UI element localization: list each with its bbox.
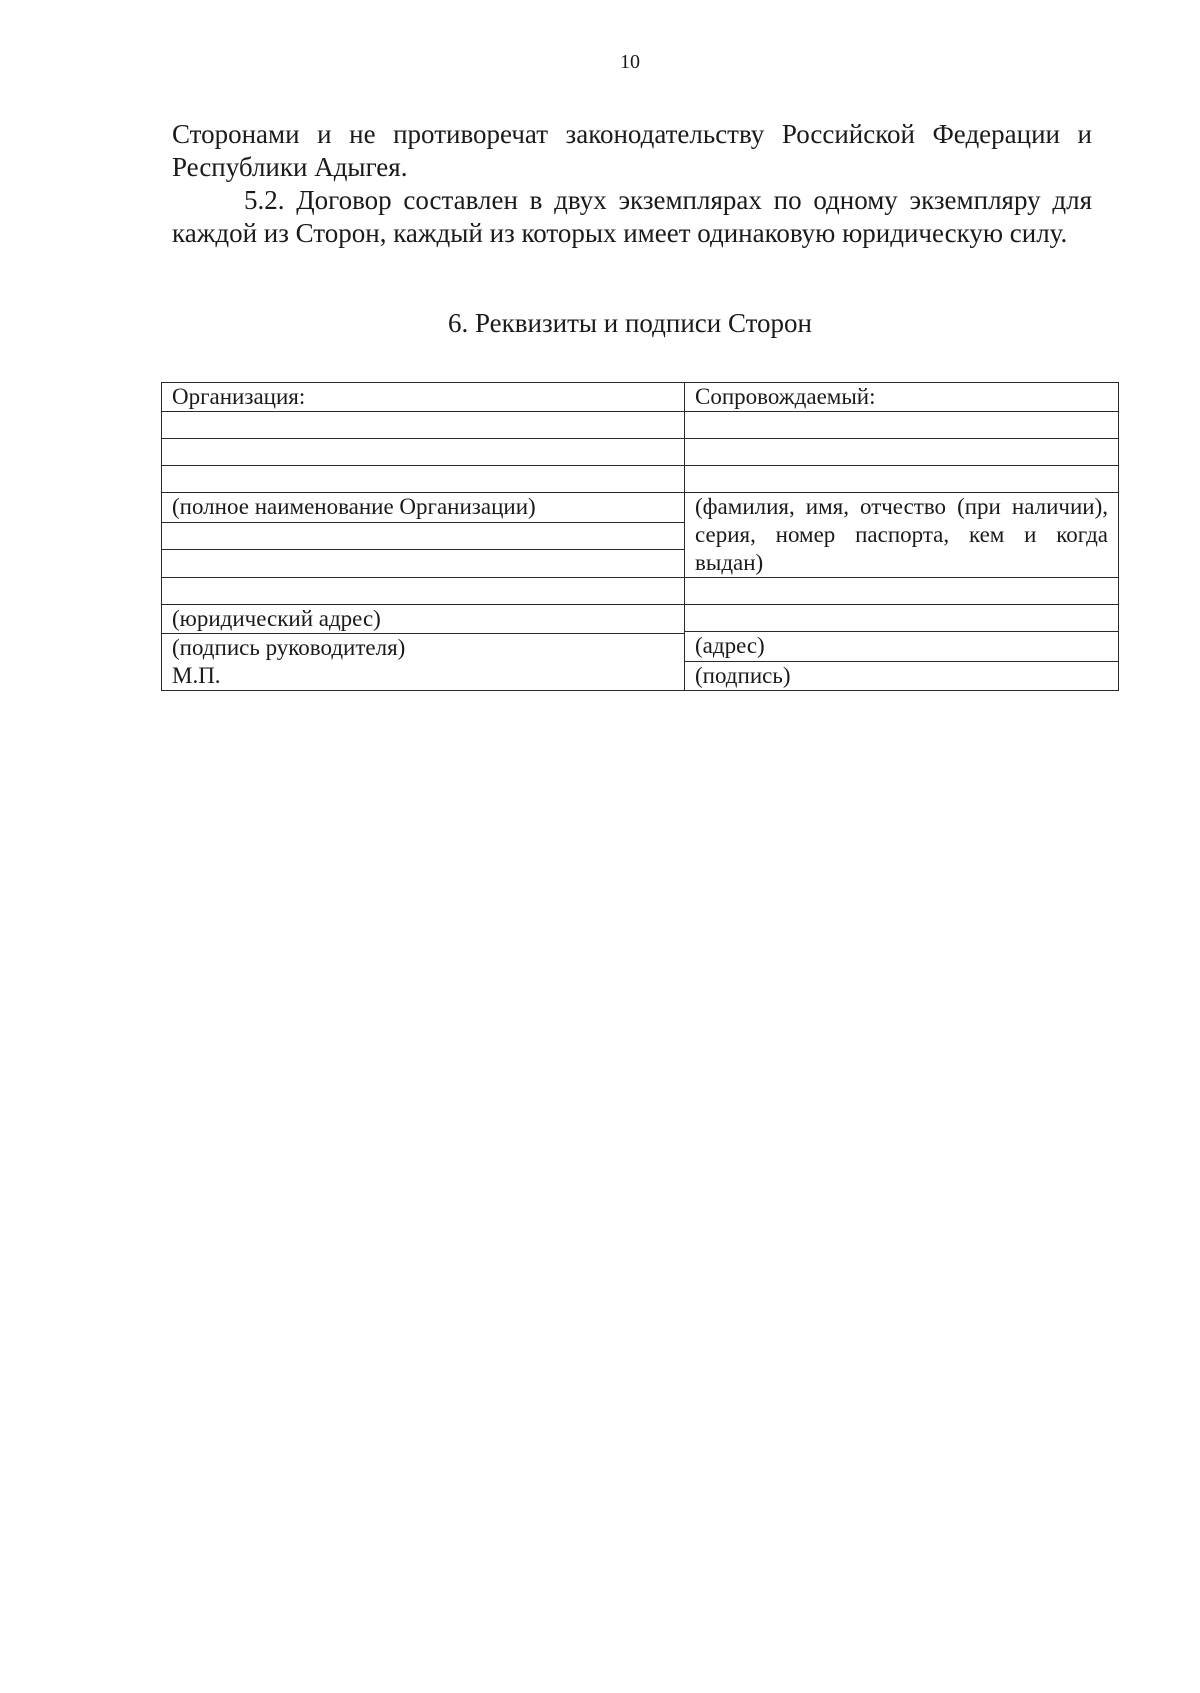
person-identity-label: (фамилия, имя, отчество (при наличии), серия, номер паспорта, кем и когда выдан) (685, 493, 1119, 578)
org-address-label: (юридический адрес) (162, 605, 685, 634)
org-name-label: (полное наименование Организации) (162, 493, 685, 523)
signature-table (161, 382, 1119, 691)
org-header: Организация: (162, 383, 685, 412)
org-signature-cell (162, 634, 685, 691)
table-row (162, 605, 1119, 632)
person-address-label: (адрес) (685, 632, 1119, 662)
org-blank-line[interactable] (162, 550, 685, 578)
person-signature-label: (подпись) (685, 662, 1119, 691)
person-blank-line[interactable] (685, 578, 1119, 605)
org-stamp-label: М.П. (172, 663, 221, 688)
org-blank-line[interactable] (162, 522, 685, 550)
person-blank-line[interactable] (685, 439, 1119, 466)
table-row (162, 493, 1119, 523)
paragraph-5-2: 5.2. Договор составлен в двух экземплярах по одному экземпляру для каждой из Сторон, каждый из которых имеет одинаковую юридическую силу. (172, 185, 1092, 248)
person-blank-line[interactable] (685, 466, 1119, 493)
person-header: Сопровождаемый: (685, 383, 1119, 412)
org-blank-line[interactable] (162, 578, 685, 605)
person-blank-line[interactable] (685, 605, 1119, 632)
section-title: 6. Реквизиты и подписи Сторон (448, 308, 812, 338)
org-blank-line[interactable] (162, 466, 685, 493)
paragraph-continuation: Сторонами и не противоречат законодательству Российской Федерации и Республики Адыгея. (172, 119, 1092, 182)
org-blank-line[interactable] (162, 412, 685, 439)
person-blank-line[interactable] (685, 412, 1119, 439)
org-signature-label: (подпись руководителя) (172, 635, 406, 660)
table-row (162, 383, 1119, 412)
table-row (162, 439, 1119, 466)
table-row (162, 466, 1119, 493)
table-row (162, 412, 1119, 439)
page-number: 10 (620, 51, 640, 73)
org-blank-line[interactable] (162, 439, 685, 466)
table-row (162, 578, 1119, 605)
